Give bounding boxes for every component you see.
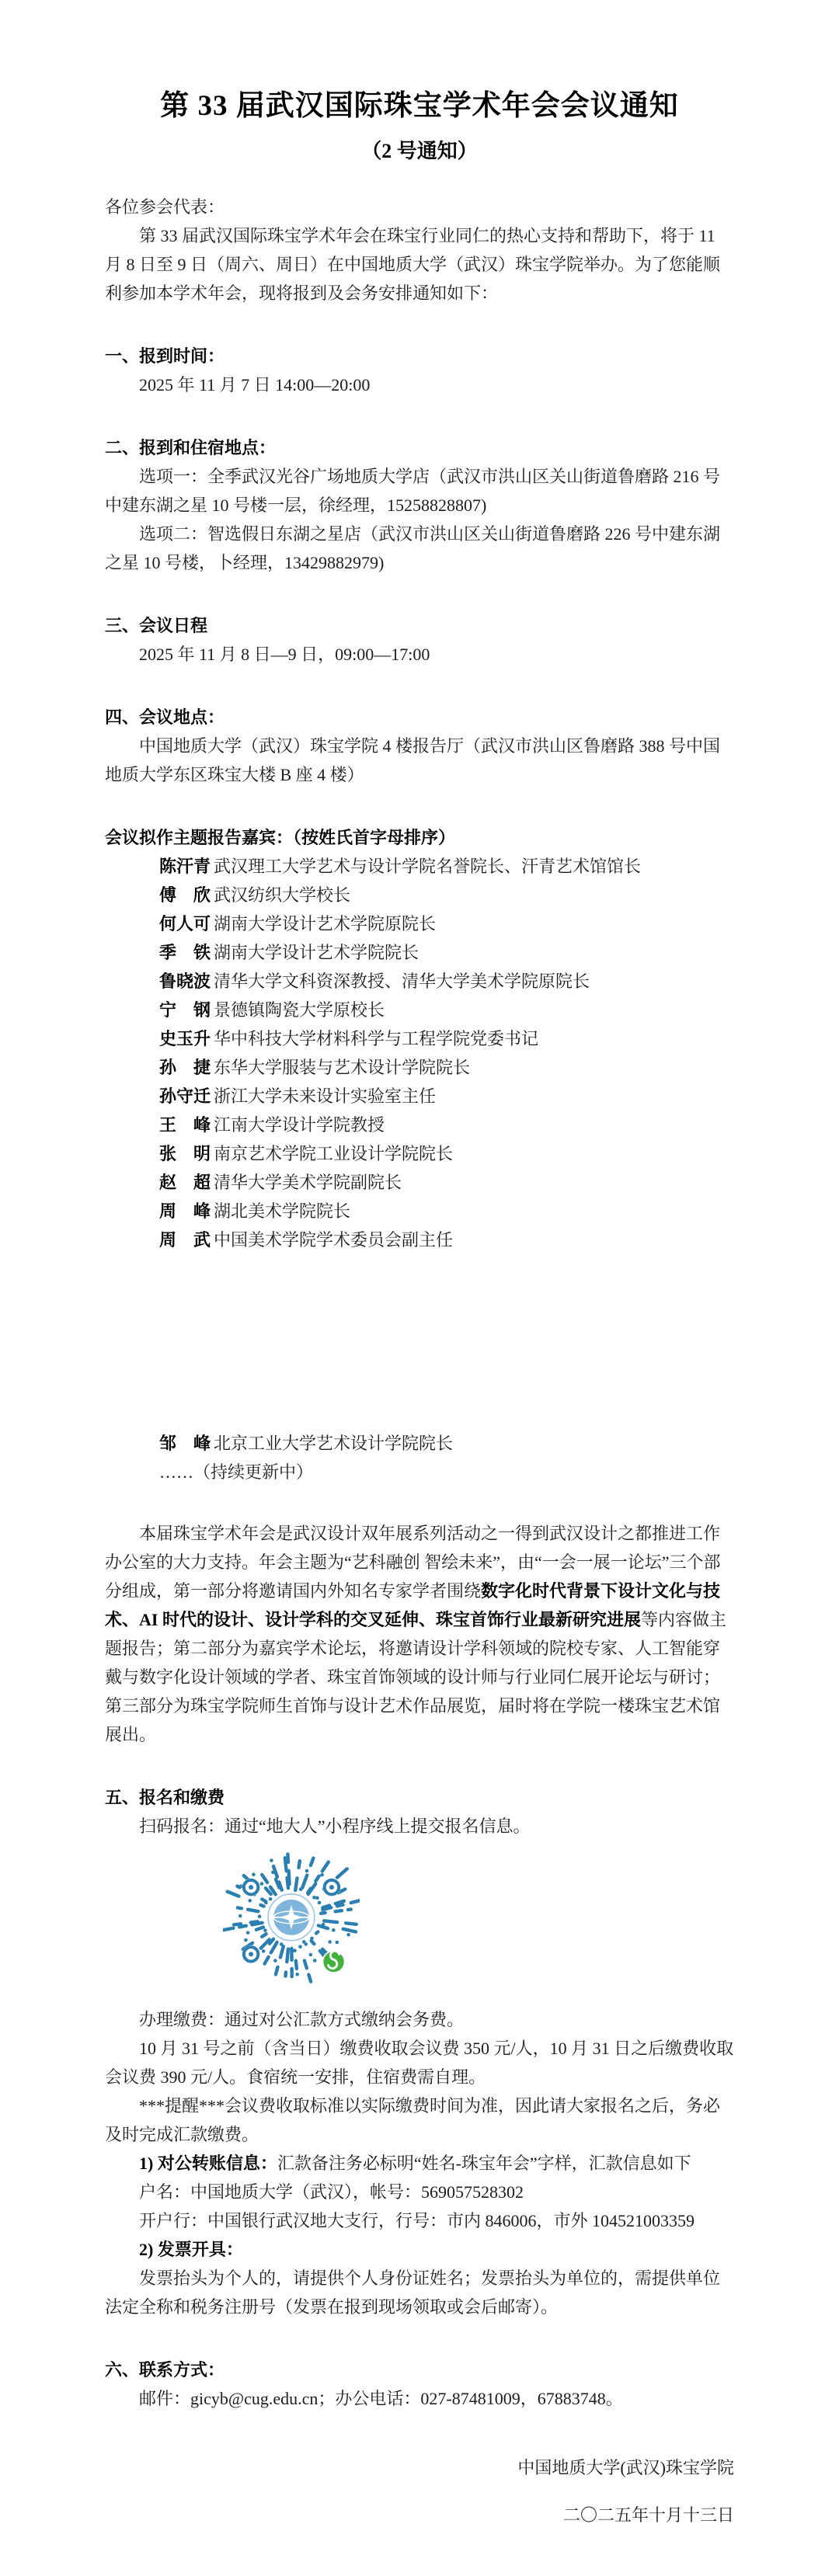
updating-note: ……（持续更新中） <box>159 1458 734 1486</box>
transfer-info-rest: 汇款备注务必标明“姓名-珠宝年会”字样，汇款信息如下 <box>277 2154 691 2173</box>
guest-affiliation: 清华大学美术学院副院长 <box>214 1168 734 1197</box>
fee-paragraph: 10 月 31 号之前（含当日）缴费收取会议费 350 元/人，10 月 31 日之后缴费收取会议费 390 元/人。食宿统一安排，住宿费需自理。 <box>105 2034 734 2091</box>
invoice-paragraph: 发票抬头为个人的，请提供个人身份证姓名；发票抬头为单位的，需提供单位法定全称和税务注册号（发票在报到现场领取或会后邮寄）。 <box>105 2264 734 2321</box>
guest-affiliation: 浙江大学未来设计实验室主任 <box>214 1082 734 1111</box>
payment-line: 办理缴费：通过对公汇款方式缴纳会务费。 <box>105 2005 734 2034</box>
lodging-option-1: 选项一：全季武汉光谷广场地质大学店（武汉市洪山区关山街道鲁磨路 216 号中建东湖之星 10 号楼一层，徐经理，15258828807) <box>105 462 734 520</box>
guest-name: 周 武 <box>159 1225 214 1254</box>
guest-name: 傅 欣 <box>159 881 214 909</box>
wechat-miniprogram-qr-code <box>223 1851 360 1993</box>
guest-name: 宁 钢 <box>159 996 214 1024</box>
guest-list-extra-item <box>159 1429 734 1458</box>
guest-affiliation: 华中科技大学材料科学与工程学院党委书记 <box>214 1024 734 1053</box>
guest-affiliation: 南京艺术学院工业设计学院院长 <box>214 1139 734 1168</box>
guest-name: 王 峰 <box>159 1111 214 1139</box>
scan-signup-line: 扫码报名：通过“地大人”小程序线上提交报名信息。 <box>105 1812 734 1841</box>
guest-name: 周 峰 <box>159 1197 214 1225</box>
list-item <box>159 1082 734 1111</box>
schedule-content: 2025 年 11 月 8 日—9 日，09:00—17:00 <box>105 640 734 669</box>
guest-affiliation: 湖南大学设计艺术学院院长 <box>214 938 734 967</box>
transfer-info-label: 1) 对公转账信息： <box>139 2154 277 2173</box>
page-subtitle: （2 号通知） <box>105 138 734 165</box>
guest-name: 张 明 <box>159 1139 214 1168</box>
checkin-time-content: 2025 年 11 月 7 日 14:00—20:00 <box>105 370 734 399</box>
guest-affiliation: 武汉理工大学艺术与设计学院名誉院长、汗青艺术馆馆长 <box>214 852 734 881</box>
lodging-option-2: 选项二：智选假日东湖之星店（武汉市洪山区关山街道鲁磨路 226 号中建东湖之星 10 号楼，卜经理，13429882979) <box>105 520 734 577</box>
list-item <box>159 881 734 909</box>
section-heading-venue: 四、会议地点： <box>105 703 734 732</box>
list-item <box>159 1111 734 1139</box>
section-heading-schedule: 三、会议日程 <box>105 611 734 640</box>
wechat-qr-svg <box>223 1851 360 1993</box>
guest-name: 何人可 <box>159 909 214 938</box>
guest-name: 季 铁 <box>159 938 214 967</box>
footer-organization: 中国地质大学(武汉)珠宝学院 <box>105 2453 734 2482</box>
guest-affiliation: 清华大学文科资深教授、清华大学美术学院原院长 <box>214 967 734 996</box>
transfer-info-line <box>105 2149 734 2178</box>
account-line: 户名：中国地质大学（武汉），帐号：569057528302 <box>105 2178 734 2206</box>
list-item <box>159 938 734 967</box>
contact-line: 邮件：gicyb@cug.edu.cn；办公电话：027-87481009，67883748。 <box>105 2384 734 2413</box>
guest-affiliation: 景德镇陶瓷大学原校长 <box>214 996 734 1024</box>
list-item <box>159 1197 734 1225</box>
guest-list <box>105 852 734 1254</box>
invoice-label: 2) 发票开具： <box>105 2235 734 2264</box>
bank-line: 开户行：中国银行武汉地大支行，行号：市内 846006，市外 104521003359 <box>105 2206 734 2235</box>
guest-name: 陈汗青 <box>159 852 214 881</box>
blank-space <box>105 1254 734 1429</box>
list-item <box>159 1053 734 1082</box>
list-item <box>159 1139 734 1168</box>
guest-affiliation: 江南大学设计学院教授 <box>214 1111 734 1139</box>
overview-text-pre: 本届珠宝学术年会是武汉设计双年展系列活动之一得到武汉设计之都推进工作办公室的大力支持。年会主题为“艺科融创 智绘未来”，由“一会一展一论坛”三个部分组成，第一部分将邀请国内外知名专家学者围绕 <box>105 1524 721 1601</box>
list-item <box>159 1168 734 1197</box>
list-item <box>159 852 734 881</box>
list-item <box>159 967 734 996</box>
page-title: 第 33 届武汉国际珠宝学术年会会议通知 <box>105 87 734 126</box>
guest-affiliation: 中国美术学院学术委员会副主任 <box>214 1225 734 1254</box>
guest-affiliation: 湖南大学设计艺术学院原院长 <box>214 909 734 938</box>
section-heading-checkin-time: 一、报到时间： <box>105 342 734 370</box>
guest-list-heading: 会议拟作主题报告嘉宾：（按姓氏首字母排序） <box>105 823 734 852</box>
list-item <box>159 996 734 1024</box>
salutation: 各位参会代表： <box>105 193 734 221</box>
overview-text-post: 等内容做主题报告；第二部分为嘉宾学术论坛，将邀请设计学科领域的院校专家、人工智能穿戴与数字化设计领域的学者、珠宝首饰领域的设计师与行业同仁展开论坛与研讨；第三部分为珠宝学院师生首饰与设计艺术作品展览，届时将在学院一楼珠宝艺术馆展出。 <box>105 1610 726 1744</box>
reminder-paragraph: ***提醒***会议费收取标准以实际缴费时间为准，因此请大家报名之后，务必及时完成汇款缴费。 <box>105 2091 734 2149</box>
guest-name: 史玉升 <box>159 1024 214 1053</box>
footer-date: 二〇二五年十月十三日 <box>105 2501 734 2529</box>
section-heading-contact: 六、联系方式： <box>105 2355 734 2384</box>
guest-affiliation: 湖北美术学院院长 <box>214 1197 734 1225</box>
list-item <box>159 1225 734 1254</box>
guest-name: 邹 峰 <box>159 1429 214 1458</box>
section-heading-registration: 五、报名和缴费 <box>105 1783 734 1812</box>
overview-paragraph <box>105 1519 734 1749</box>
list-item <box>159 909 734 938</box>
guest-affiliation: 东华大学服装与艺术设计学院院长 <box>214 1053 734 1082</box>
overview-text-bold: 数字化时代背景下设计文化与技术、AI 时代的设计、设计学科的交叉延伸、珠宝首饰行业最新研究进展 <box>105 1581 720 1629</box>
venue-content: 中国地质大学（武汉）珠宝学院 4 楼报告厅（武汉市洪山区鲁磨路 388 号中国地质大学东区珠宝大楼 B 座 4 楼） <box>105 732 734 789</box>
list-item <box>159 1024 734 1053</box>
section-heading-lodging: 二、报到和住宿地点： <box>105 433 734 462</box>
intro-paragraph: 第 33 届武汉国际珠宝学术年会在珠宝行业同仁的热心支持和帮助下，将于 11 月 8 日至 9 日（周六、周日）在中国地质大学（武汉）珠宝学院举办。为了您能顺利参加本学术年会，现将报到及会务安排通知如下： <box>105 221 734 308</box>
guest-name: 孙守迁 <box>159 1082 214 1111</box>
guest-name: 鲁晓波 <box>159 967 214 996</box>
guest-affiliation: 武汉纺织大学校长 <box>214 881 734 909</box>
guest-affiliation: 北京工业大学艺术设计学院院长 <box>214 1429 734 1458</box>
guest-name: 赵 超 <box>159 1168 214 1197</box>
guest-name: 孙 捷 <box>159 1053 214 1082</box>
